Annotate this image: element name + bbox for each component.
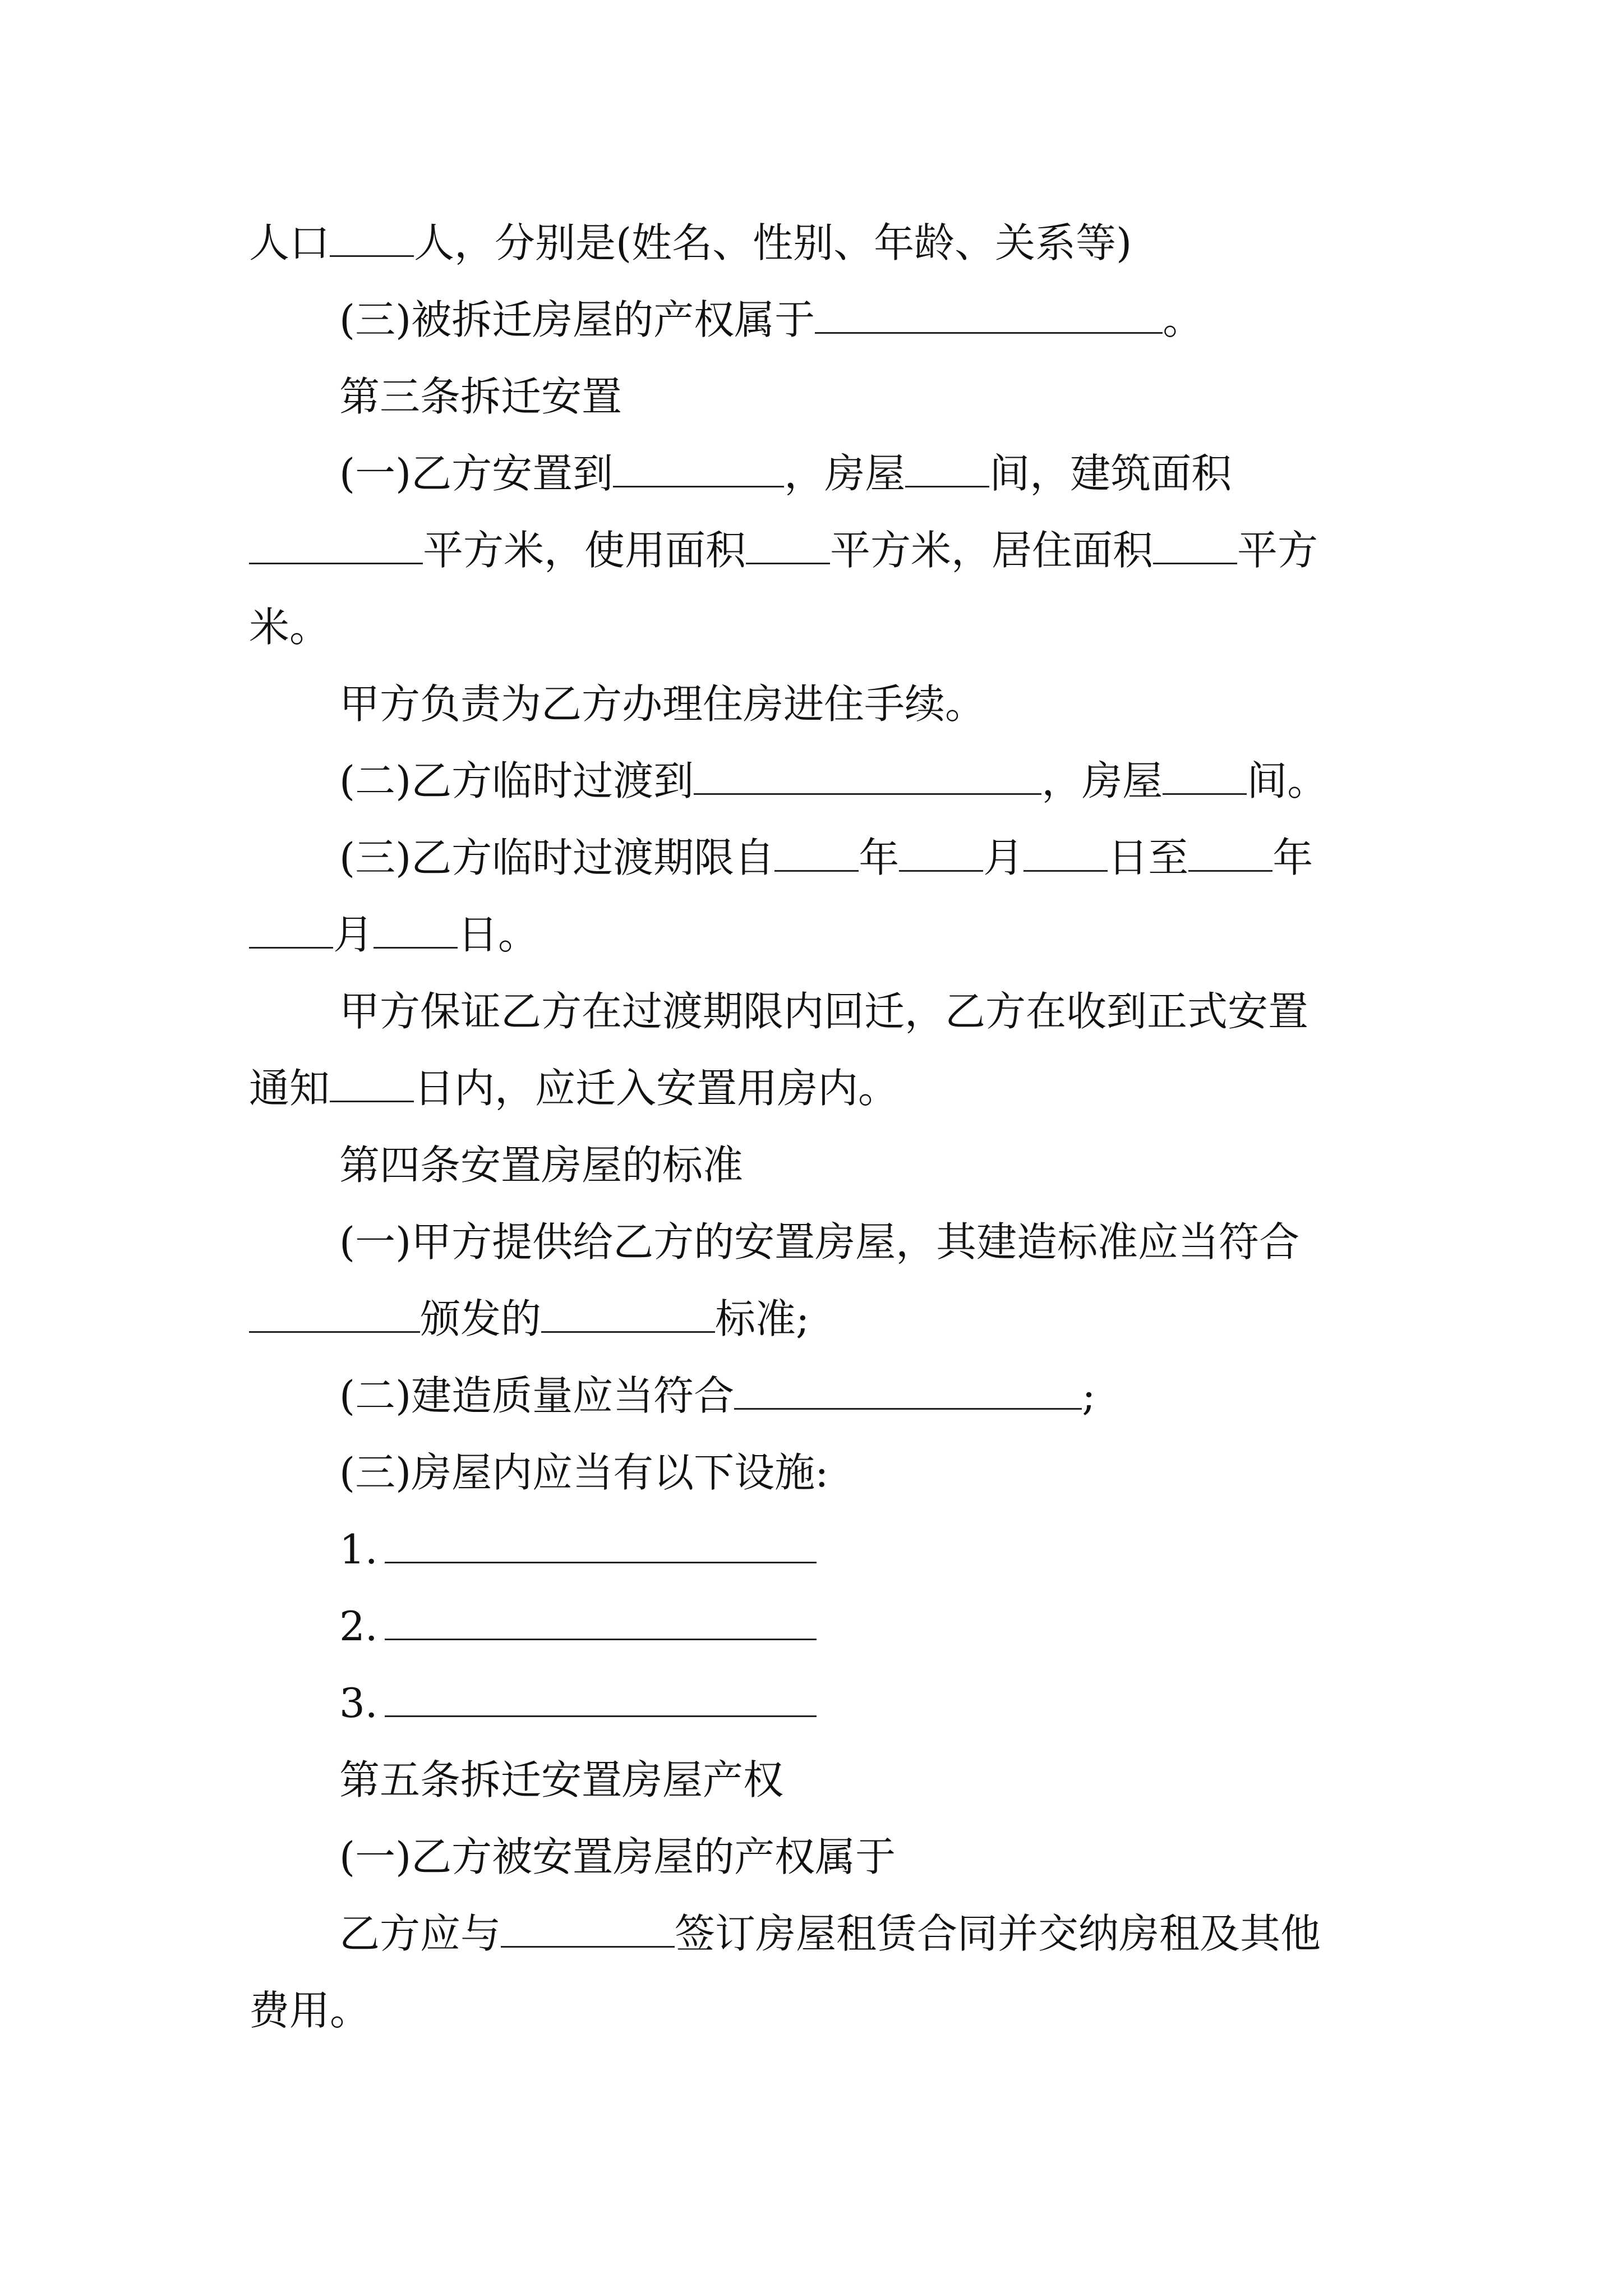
paragraph-line — [339, 1446, 828, 1499]
text: 第四条安置房屋的标准 — [339, 1142, 744, 1189]
text: (二)乙方临时过渡到 — [339, 757, 694, 804]
paragraph-line — [249, 1061, 898, 1115]
text: 日。 — [458, 911, 539, 958]
fill-in-blank[interactable] — [385, 1681, 817, 1717]
list-number: 1. — [339, 1526, 378, 1573]
fill-in-blank[interactable] — [330, 1066, 414, 1102]
fill-in-blank[interactable] — [734, 1373, 1082, 1410]
text: 人口 — [249, 219, 330, 266]
list-number: 3. — [339, 1680, 378, 1727]
paragraph-line — [339, 1830, 896, 1884]
fill-in-blank[interactable] — [815, 297, 1163, 334]
text: 平方米，使用面积 — [423, 527, 746, 574]
section-heading — [339, 1138, 743, 1192]
fill-in-blank[interactable] — [1188, 835, 1272, 872]
fill-in-blank[interactable] — [774, 835, 859, 872]
text: 颁发的 — [420, 1295, 542, 1342]
text: 月 — [983, 834, 1024, 881]
section-heading — [339, 370, 622, 424]
text: 第五条拆迁安置房屋产权 — [339, 1756, 784, 1803]
list-number: 2. — [339, 1603, 378, 1650]
text: 通知 — [249, 1065, 330, 1112]
text: 签订房屋租赁合同并交纳房租及其他 — [675, 1910, 1321, 1957]
paragraph-line — [339, 677, 985, 731]
text: (三)被拆迁房屋的产权属于 — [339, 296, 815, 343]
paragraph-line — [339, 754, 1327, 808]
fill-in-blank[interactable] — [249, 912, 333, 949]
paragraph-line — [339, 293, 1203, 347]
text: 费用。 — [249, 1987, 371, 2034]
paragraph-line — [339, 447, 1232, 500]
list-item — [339, 1599, 817, 1653]
fill-in-blank[interactable] — [541, 1296, 715, 1333]
fill-in-blank[interactable] — [385, 1604, 817, 1640]
list-item — [339, 1676, 817, 1730]
paragraph-line — [249, 1292, 809, 1346]
text: (二)建造质量应当符合 — [339, 1372, 735, 1419]
text: 第三条拆迁安置 — [339, 373, 623, 420]
fill-in-blank[interactable] — [1153, 528, 1237, 564]
fill-in-blank[interactable] — [1163, 758, 1247, 795]
fill-in-blank[interactable] — [501, 1911, 675, 1948]
fill-in-blank[interactable] — [249, 1296, 420, 1333]
text: 标准; — [715, 1295, 810, 1342]
text: (一)乙方被安置房屋的产权属于 — [339, 1833, 896, 1880]
text: 平方米，居住面积 — [830, 527, 1154, 574]
text: 米。 — [249, 604, 330, 651]
paragraph-line — [339, 984, 1308, 1038]
text: 甲方负责为乙方办理住房进住手续。 — [339, 680, 986, 728]
text: 日至 — [1108, 834, 1189, 881]
text: 年 — [859, 834, 900, 881]
fill-in-blank[interactable] — [694, 758, 1041, 795]
text: ，房屋 — [1041, 757, 1163, 804]
text: (三)房屋内应当有以下设施: — [339, 1449, 829, 1496]
paragraph-line — [249, 1984, 370, 2037]
section-heading — [339, 1753, 783, 1807]
text: 平方 — [1237, 527, 1318, 574]
paragraph-line — [249, 523, 1318, 577]
text: 间，建筑面积 — [989, 450, 1232, 497]
fill-in-blank[interactable] — [899, 835, 983, 872]
paragraph-line — [339, 1369, 1095, 1423]
text: 甲方保证乙方在过渡期限内回迁，乙方在收到正式安置 — [339, 988, 1309, 1035]
fill-in-blank[interactable] — [613, 451, 784, 487]
text: ; — [1082, 1372, 1096, 1419]
text: ，房屋 — [784, 450, 906, 497]
fill-in-blank[interactable] — [374, 912, 458, 949]
paragraph-line — [249, 216, 1132, 270]
text: 月 — [333, 911, 374, 958]
text: 乙方应与 — [339, 1910, 501, 1957]
text: 人，分别是(姓名、性别、年龄、关系等) — [414, 219, 1132, 266]
list-item — [339, 1522, 817, 1576]
text: 间。 — [1247, 757, 1328, 804]
fill-in-blank[interactable] — [1023, 835, 1108, 872]
text: 年 — [1272, 834, 1313, 881]
fill-in-blank[interactable] — [330, 220, 414, 257]
text: (三)乙方临时过渡期限自 — [339, 834, 775, 881]
paragraph-line — [249, 600, 330, 654]
paragraph-line — [339, 1907, 1321, 1961]
paragraph-line — [339, 1215, 1299, 1269]
fill-in-blank[interactable] — [905, 451, 989, 487]
fill-in-blank[interactable] — [746, 528, 830, 564]
text: (一)乙方安置到 — [339, 450, 614, 497]
fill-in-blank[interactable] — [385, 1527, 817, 1563]
text: 。 — [1163, 296, 1204, 343]
text: 日内，应迁入安置用房内。 — [414, 1065, 899, 1112]
paragraph-line — [249, 908, 538, 961]
paragraph-line — [339, 831, 1313, 885]
fill-in-blank[interactable] — [249, 528, 423, 564]
text: (一)甲方提供给乙方的安置房屋，其建造标准应当符合 — [339, 1218, 1300, 1266]
